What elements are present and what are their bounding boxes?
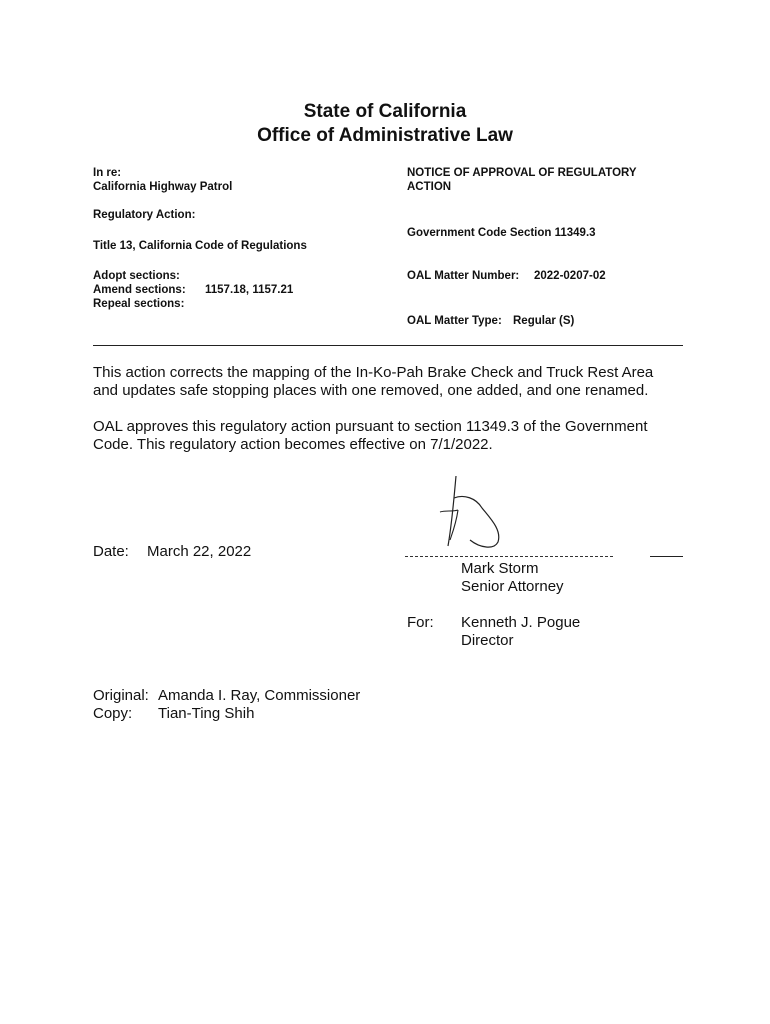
original-label: Original: [93, 687, 149, 704]
paragraph-1-line-1: This action corrects the mapping of the In-Ko-Pah Brake Check and Truck Rest Area [93, 364, 654, 381]
amend-sections-value: 1157.18, 1157.21 [205, 284, 294, 296]
oal-matter-type-label: OAL Matter Type: [407, 315, 502, 327]
signer-name: Mark Storm [461, 560, 539, 577]
director-title: Director [461, 632, 514, 649]
title-line-1: State of California [303, 101, 467, 122]
agency-name: California Highway Patrol [93, 181, 233, 193]
amend-sections-label: Amend sections: [93, 284, 186, 296]
director-name: Kenneth J. Pogue [461, 614, 581, 631]
oal-matter-number-label: OAL Matter Number: [407, 270, 520, 282]
paragraph-1-line-2: and updates safe stopping places with one removed, one added, and one renamed. [93, 382, 649, 399]
signature-mark [430, 468, 510, 552]
repeal-sections-label: Repeal sections: [93, 298, 185, 310]
adopt-sections-label: Adopt sections: [93, 270, 180, 282]
title-line-2: Office of Administrative Law [257, 125, 513, 146]
title-reference: Title 13, California Code of Regulations [93, 240, 307, 252]
regulatory-action-label: Regulatory Action: [93, 209, 196, 221]
notice-line-2: ACTION [407, 181, 452, 193]
copy-label: Copy: [93, 705, 133, 722]
copy-value: Tian-Ting Shih [158, 705, 255, 722]
original-value: Amanda I. Ray, Commissioner [158, 687, 361, 704]
paragraph-2-line-2: Code. This regulatory action becomes effective on 7/1/2022. [93, 436, 493, 453]
government-code-section: Government Code Section 11349.3 [407, 227, 596, 239]
signer-title: Senior Attorney [461, 578, 564, 595]
oal-matter-type-value: Regular (S) [513, 315, 575, 327]
signature-line-tail [650, 556, 683, 557]
date-value: March 22, 2022 [147, 543, 252, 560]
paragraph-2-line-1: OAL approves this regulatory action pursuant to section 11349.3 of the Government [93, 418, 648, 435]
signature-line [405, 556, 613, 557]
notice-line-1: NOTICE OF APPROVAL OF REGULATORY [407, 167, 637, 179]
date-label: Date: [93, 543, 129, 560]
section-divider [93, 345, 683, 346]
for-label: For: [407, 614, 434, 631]
in-re-label: In re: [93, 167, 122, 179]
oal-matter-number-value: 2022-0207-02 [534, 270, 606, 282]
